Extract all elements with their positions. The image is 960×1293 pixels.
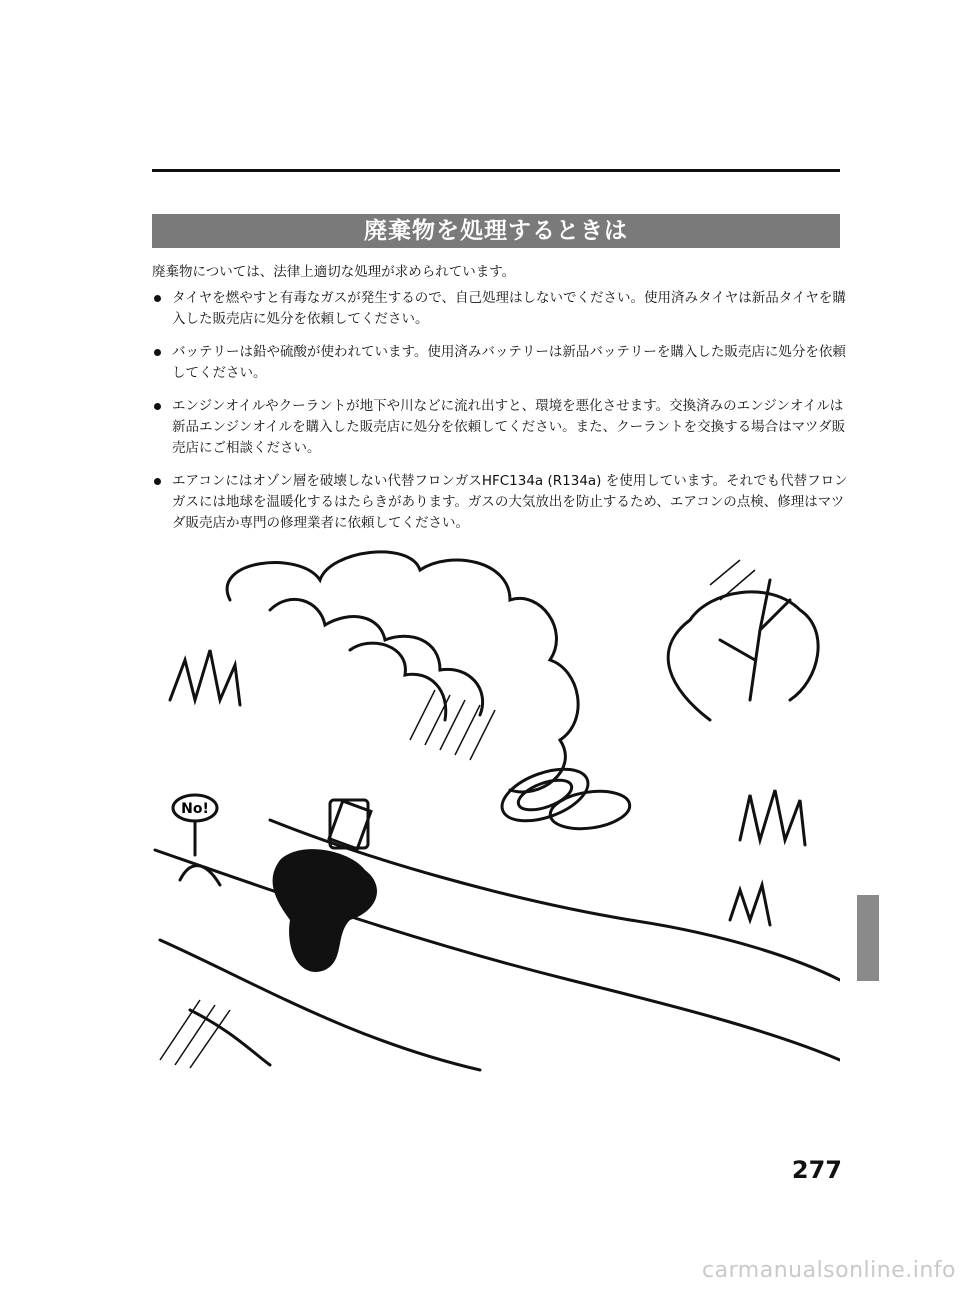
bullet-aircon-gas: エアコンにはオゾン層を破壊しない代替フロンガスHFC134a (R134a) を使用しています。それでも代替フロンガスには地球を温暖化するはたらきがあります。ガスの大気放出を防止するため、エアコンの点検、修理はマツダ販売店か専門の修理業者に依頼してください。 [152,471,852,534]
no-sign-text: No! [181,801,209,817]
section-title: 廃棄物を処理するときは [152,214,840,248]
bullet-list [152,288,852,546]
top-rule [152,169,840,172]
chapter-tab [857,895,879,981]
bullet-oil-coolant: エンジンオイルやクーラントが地下や川などに流れ出すと、環境を悪化させます。交換済みのエンジンオイルは新品エンジンオイルを購入した販売店に処分を依頼してください。また、クーラントを交換する場合はマツダ販売店にご相談ください。 [152,396,852,459]
page-number: 277 [791,1156,842,1184]
pollution-illustration [150,540,840,1080]
bullet-tires: タイヤを燃やすと有毒なガスが発生するので、自己処理はしないでください。使用済みタイヤは新品タイヤを購入した販売店に処分を依頼してください。 [152,288,852,330]
bullet-battery: バッテリーは鉛や硫酸が使われています。使用済みバッテリーは新品バッテリーを購入した販売店に処分を依頼してください。 [152,342,852,384]
intro-text: 廃棄物については、法律上適切な処理が求められています。 [152,264,516,280]
watermark: carmanualsonline.info [702,1258,956,1283]
